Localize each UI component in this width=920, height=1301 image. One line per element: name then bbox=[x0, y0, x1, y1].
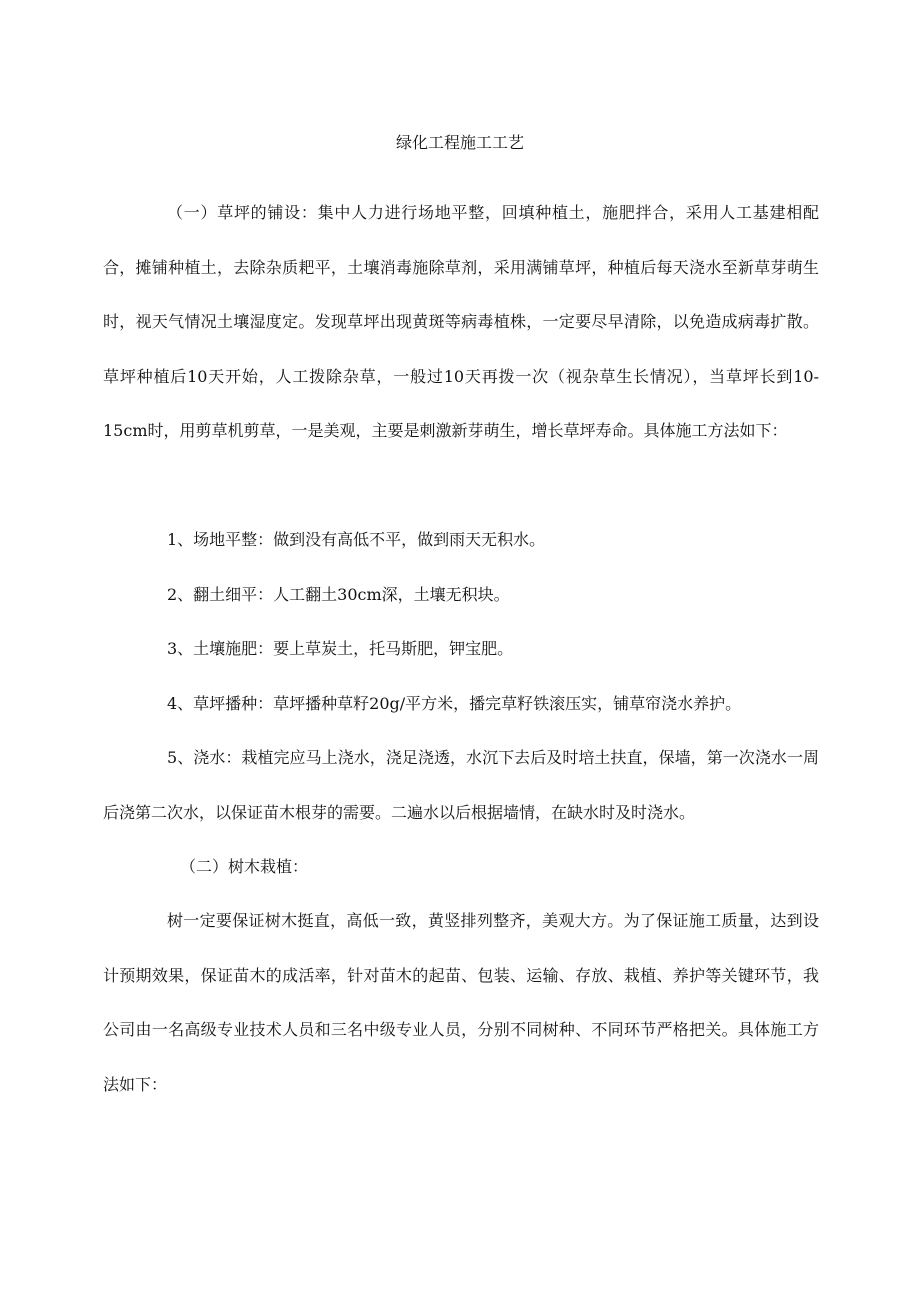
tree-planting-heading: （二）树木栽植： bbox=[180, 857, 309, 876]
step-soil-fertilizing: 3、土壤施肥：要上草炭土，托马斯肥，钾宝肥。 bbox=[167, 639, 514, 658]
lawn-paving-paragraph: （一）草坪的铺设：集中人力进行场地平整，回填种植土，施肥拌合，采用人工基建相配合，摊铺种植土，去除杂质耙平，土壤消毒施除草剂，采用满铺草坪，种植后每天浇水至新草芽萌生时，视天气情况土壤湿度定。发现草坪出现黄斑等病毒植株，一定要尽早清除，以免造成病毒扩散。草坪种植后10天开始，人工拨除杂草，一般过10天再拨一次（视杂草生长情况），当草坪长到10-15cm时，用剪草机剪草，一是美观，主要是刺激新芽萌生，增长草坪寿命。具体施工方法如下： bbox=[103, 203, 819, 440]
document-title: 绿化工程施工工艺 bbox=[395, 133, 524, 152]
step-site-leveling: 1、场地平整：做到没有高低不平，做到雨天无积水。 bbox=[167, 530, 546, 549]
step-soil-tilling: 2、翻土细平：人工翻土30cm深，土壤无积块。 bbox=[167, 585, 510, 604]
step-watering: 5、浇水：栽植完应马上浇水，浇足浇透，水沉下去后及时培土扶直，保墙，第一次浇水一周后浇第二次水，以保证苗木根芽的需要。二遍水以后根据墙情，在缺水时及时浇水。 bbox=[103, 748, 819, 822]
tree-planting-paragraph: 树一定要保证树木挺直，高低一致，黄竖排列整齐，美观大方。为了保证施工质量，达到设计预期效果，保证苗木的成活率，针对苗木的起苗、包装、运输、存放、栽植、养护等关键环节，我公司由一名高级专业技术人员和三名中级专业人员，分别不同树种、不同环节严格把关。具体施工方法如下： bbox=[103, 911, 819, 1094]
step-lawn-seeding: 4、草坪播种：草坪播种草籽20g/平方米，播完草籽铁滚压实，铺草帘浇水养护。 bbox=[167, 694, 742, 713]
